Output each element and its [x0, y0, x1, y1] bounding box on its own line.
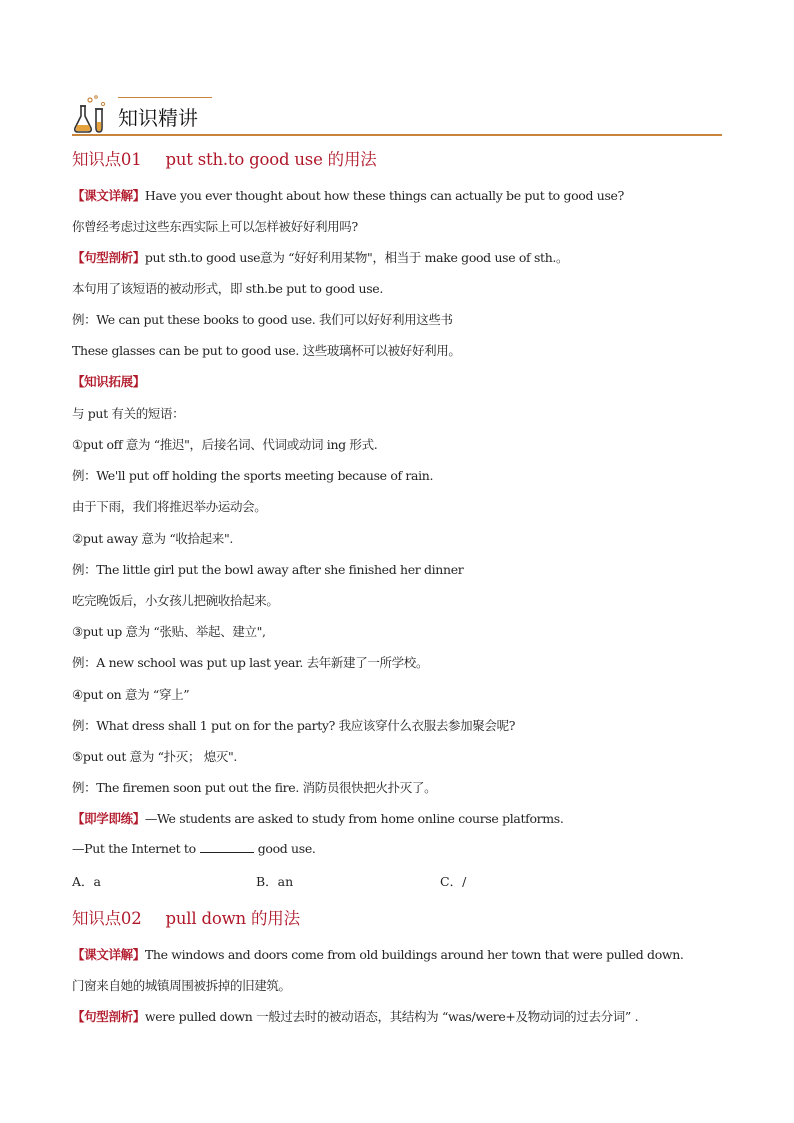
- s1-analysis-text: put sth.to good use意为 “好好利用某物"，相当于 make good use of sth.。: [144, 250, 569, 265]
- tag-practice: 【即学即练】: [72, 811, 145, 826]
- section-1-heading: [72, 146, 377, 170]
- s2-analysis: [72, 1007, 638, 1025]
- header-rule: [72, 134, 722, 136]
- s1-example-2: These glasses can be put to good use. 这些玻璃杯可以被好好利用。: [72, 343, 461, 358]
- s1-example-1: 例：We can put these books to good use. 我们可以好好利用这些书: [72, 312, 453, 327]
- practice-answer-pre: —Put the Internet to: [72, 841, 196, 856]
- practice-answer: [72, 841, 316, 856]
- header-title: 知识精讲: [118, 106, 198, 130]
- tag-analysis-2: 【句型剖析】: [72, 1009, 145, 1024]
- phrase-put-out: ⑤put out 意为 “扑灭； 熄灭".: [72, 749, 238, 764]
- option-a[interactable]: A．a: [72, 874, 101, 889]
- section-2-number: 知识点02: [72, 909, 142, 928]
- phrase-put-off: ①put off 意为 “推迟"，后接名词、代词或动词 ing 形式.: [72, 437, 378, 452]
- s1-detail-text: Have you ever thought about how these things can actually be put to good use?: [144, 188, 624, 203]
- answer-blank[interactable]: [200, 841, 254, 853]
- header-accent-line: [118, 97, 212, 98]
- lab-flask-icon: [72, 94, 114, 134]
- phrase-put-up-example: 例：A new school was put up last year. 去年新建了一所学校。: [72, 655, 429, 670]
- s1-passive: 本句用了该短语的被动形式，即 sth.be put to good use.: [72, 281, 383, 296]
- tag-detail-2: 【课文详解】: [72, 947, 145, 962]
- s1-detail: [72, 186, 624, 204]
- section-header: [72, 94, 722, 136]
- phrase-put-up: ③put up 意为 “张贴、举起、建立",: [72, 624, 266, 639]
- option-b[interactable]: B．an: [256, 874, 294, 889]
- s1-extension-tag: [72, 372, 145, 390]
- s2-detail: [72, 945, 684, 963]
- phrase-put-out-example: 例：The firemen soon put out the fire. 消防员很快把火扑灭了。: [72, 780, 437, 795]
- option-c[interactable]: C．/: [440, 874, 467, 889]
- phrase-put-off-cn: 由于下雨，我们将推迟举办运动会。: [72, 499, 267, 514]
- s1-analysis: [72, 248, 568, 266]
- phrase-put-on-example: 例：What dress shall 1 put on for the party? 我应该穿什么衣服去参加聚会呢?: [72, 718, 516, 733]
- section-1-title: put sth.to good use 的用法: [165, 150, 377, 169]
- tag-extension: 【知识拓展】: [72, 374, 145, 389]
- phrase-put-off-example: 例：We'll put off holding the sports meeting because of rain.: [72, 468, 434, 483]
- s1-detail-cn: 你曾经考虑过这些东西实际上可以怎样被好好利用吗?: [72, 219, 358, 234]
- phrase-put-on: ④put on 意为 “穿上”: [72, 687, 190, 702]
- section-1-number: 知识点01: [72, 150, 142, 169]
- tag-analysis: 【句型剖析】: [72, 250, 145, 265]
- s1-ext-intro: 与 put 有关的短语：: [72, 406, 185, 421]
- section-2-heading: [72, 905, 300, 929]
- s1-practice: [72, 809, 563, 827]
- s2-detail-cn: 门窗来自她的城镇周围被拆掉的旧建筑。: [72, 978, 291, 993]
- s2-analysis-text: were pulled down 一般过去时的被动语态，其结构为 “was/were+及物动词的过去分词” .: [144, 1009, 639, 1024]
- section-2-title: pull down 的用法: [165, 909, 300, 928]
- phrase-put-away: ②put away 意为 “收拾起来".: [72, 531, 233, 546]
- phrase-put-away-cn: 吃完晚饭后，小女孩儿把碗收拾起来。: [72, 593, 279, 608]
- practice-question: —We students are asked to study from home online course platforms.: [144, 811, 564, 826]
- phrase-put-away-example: 例：The little girl put the bowl away after she finished her dinner: [72, 562, 464, 577]
- tag-detail: 【课文详解】: [72, 188, 145, 203]
- practice-answer-post: good use.: [257, 841, 316, 856]
- s2-detail-text: The windows and doors come from old buildings around her town that were pulled down.: [144, 947, 684, 962]
